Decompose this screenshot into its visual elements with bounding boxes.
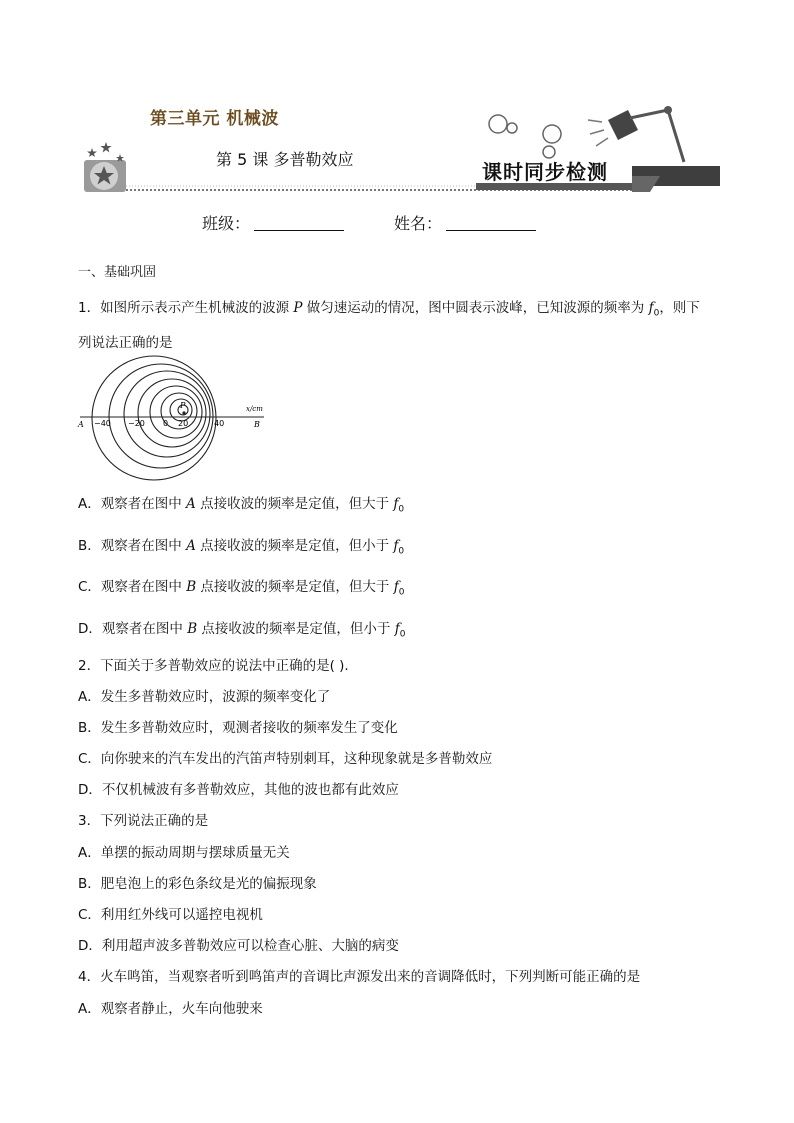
section-heading: 一、基础巩固 (78, 265, 157, 280)
q1-stem-part: ，则下 (659, 300, 700, 316)
header-banner-graphic (0, 0, 794, 200)
lesson-title: 第 5 课 多普勒效应 (216, 150, 354, 169)
banner-label: 课时同步检测 (482, 160, 608, 184)
q1-stem-part: 1．如图所示表示产生机械波的波源 (78, 300, 294, 316)
q1-option-b[interactable] (78, 534, 404, 557)
q1-option-d[interactable] (78, 617, 405, 640)
class-field (202, 211, 344, 234)
q2-option-d[interactable]: D．不仅机械波有多普勒效应，其他的波也都有此效应 (78, 782, 399, 798)
option-point: A (186, 496, 196, 512)
name-blank[interactable] (446, 216, 536, 231)
bubbles-icon (489, 115, 561, 158)
q1-stem-part: 做匀速运动的情况，图中圆表示波峰，已知波源的频率为 (302, 300, 649, 316)
wave-figure (74, 354, 270, 484)
star-badge-icon (84, 142, 126, 192)
desk-lamp-icon (588, 106, 684, 162)
freq-symbol: f (393, 538, 399, 554)
fig-tick: 0 (163, 419, 169, 428)
q1-stem-line2: 列说法正确的是 (78, 335, 173, 351)
option-point: B (187, 621, 198, 637)
option-text: C．观察者在图中 (78, 579, 187, 595)
q3-option-b[interactable]: B．肥皂泡上的彩色条纹是光的偏振现象 (78, 876, 317, 892)
fig-label-a: A (78, 420, 84, 429)
q2-stem: 2．下面关于多普勒效应的说法中正确的是( ). (78, 658, 349, 674)
fig-tick: 40 (214, 419, 225, 428)
freq-symbol: f (393, 579, 399, 595)
class-label: 班级： (202, 214, 251, 233)
freq-sub: 0 (398, 546, 405, 557)
option-text: 点接收波的频率是定值，但大于 (196, 579, 394, 595)
freq-sub: 0 (398, 587, 405, 598)
freq-symbol: f (393, 496, 399, 512)
option-text: 点接收波的频率是定值，但小于 (195, 538, 394, 554)
q1-stem-line1 (78, 296, 700, 319)
name-field (394, 211, 536, 234)
q1-freq-symbol: f (648, 300, 654, 316)
freq-symbol: f (394, 621, 400, 637)
q2-option-a[interactable]: A．发生多普勒效应时，波源的频率变化了 (78, 689, 331, 705)
q4-stem: 4．火车鸣笛，当观察者听到鸣笛声的音调比声源发出来的音调降低时，下列判断可能正确的是 (78, 969, 641, 985)
option-text: 点接收波的频率是定值，但大于 (195, 496, 394, 512)
option-text: D．观察者在图中 (78, 621, 188, 637)
fig-axis-label: x/cm (246, 405, 263, 413)
class-blank[interactable] (254, 216, 344, 231)
fig-tick: −20 (128, 419, 145, 428)
fig-label-p: P (180, 401, 186, 410)
q3-option-d[interactable]: D．利用超声波多普勒效应可以检查心脏、大脑的病变 (78, 938, 399, 954)
q4-option-a[interactable]: A．观察者静止，火车向他驶来 (78, 1001, 263, 1017)
q3-stem: 3．下列说法正确的是 (78, 813, 209, 829)
q1-option-c[interactable] (78, 575, 404, 598)
q3-option-a[interactable]: A．单摆的振动周期与摆球质量无关 (78, 845, 290, 861)
fig-tick: −40 (94, 419, 111, 428)
option-point: B (186, 579, 197, 595)
q1-freq-sub: 0 (653, 308, 660, 319)
freq-sub: 0 (398, 504, 405, 515)
q2-option-c[interactable]: C．向你驶来的汽车发出的汽笛声特别刺耳，这种现象就是多普勒效应 (78, 751, 493, 767)
fig-tick: 20 (178, 419, 189, 428)
option-text: 点接收波的频率是定值，但小于 (197, 621, 395, 637)
freq-sub: 0 (399, 629, 406, 640)
unit-title: 第三单元 机械波 (150, 109, 279, 129)
q2-option-b[interactable]: B．发生多普勒效应时，观测者接收的频率发生了变化 (78, 720, 398, 736)
q1-option-a[interactable] (78, 492, 404, 515)
q1-source-p: P (293, 300, 303, 316)
option-text: B．观察者在图中 (78, 538, 187, 554)
name-label: 姓名： (394, 214, 443, 233)
option-text: A．观察者在图中 (78, 496, 187, 512)
fig-label-b: B (254, 420, 260, 429)
option-point: A (186, 538, 196, 554)
q3-option-c[interactable]: C．利用红外线可以遥控电视机 (78, 907, 263, 923)
